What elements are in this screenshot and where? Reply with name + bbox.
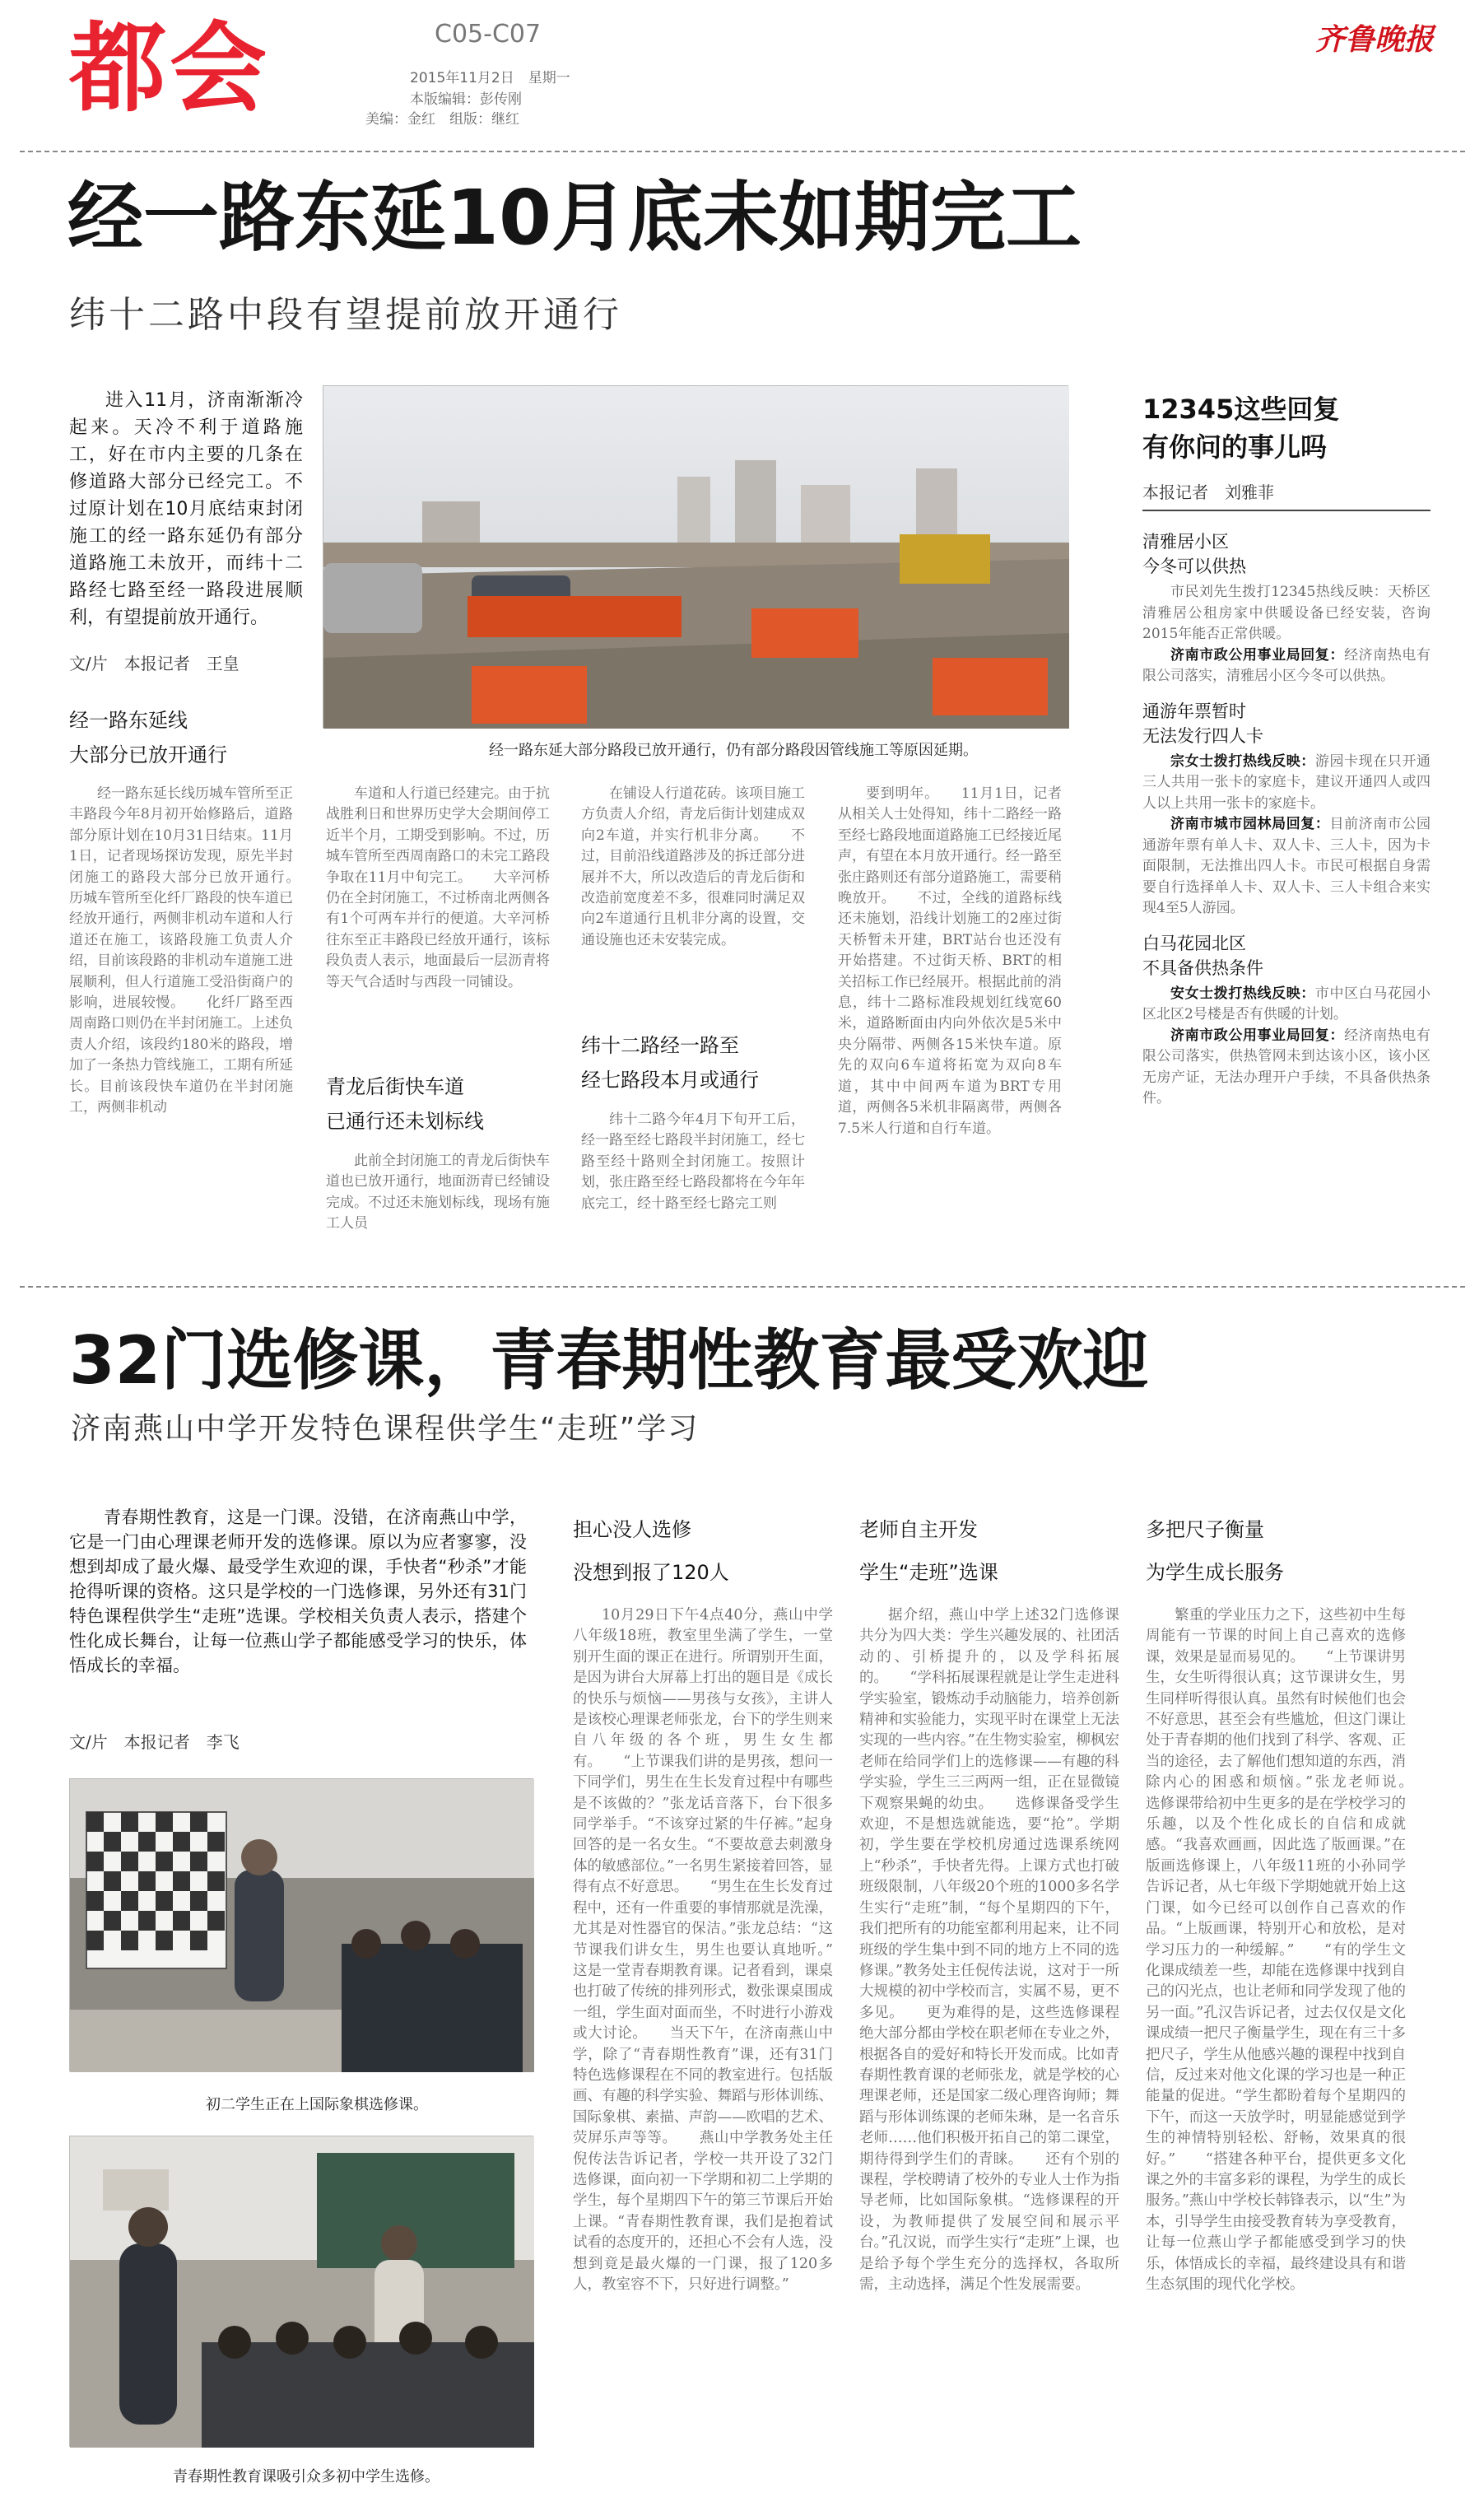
story1-section2-title-line1: 青龙后街快车道 [326, 1075, 464, 1098]
story2-col2-title-line2: 学生“走班”选课 [859, 1561, 998, 1584]
design-line: 美编：金红 组版：继红 [365, 111, 519, 128]
sidebar-item-heading-line1: 通游年票暂时 [1142, 701, 1246, 721]
story1-section3-title-line1: 纬十二路经一路至 [581, 1034, 739, 1057]
story2-subheadline: 济南燕山中学开发特色课程供学生“走班”学习 [71, 1412, 700, 1446]
story1-subheadline: 纬十二路中段有望提前放开通行 [69, 294, 622, 336]
sidebar-item-question: 市民刘先生拨打12345热线反映：天桥区清雅居公租房家中供暖设备已经安装，咨询2015年能否正常供暖。 [1142, 584, 1431, 642]
story1-column-3b: 纬十二路今年4月下旬开工后，经一路至经七路段半封闭施工，经七路至经十路则全封闭施工。按照计划，张庄路至经七路段都将在今年年底完工，经十路至经七路完工则 [581, 1111, 805, 1212]
health-photo-caption: 青春期性教育课吸引众多初中学生选修。 [173, 2468, 440, 2485]
sidebar-divider [1142, 510, 1431, 511]
masthead-divider [20, 151, 1465, 152]
story2-byline: 文/片 本报记者 李飞 [69, 1732, 240, 1752]
story1-column-1: 经一路东延长线历城车管所至正丰路段今年8月初开始修路后，道路部分原计划在10月31日结束。11月1日，记者现场探访发现，原先半封闭施工的路段大部分已放开通行。 历城车管所至化纤厂路段的快车道已经放开通行，两侧非机动车道和人行道还在施工，该路段施工负责人介绍，目前该段路的非机动车道施工进展顺利，但人行道施工受沿街商户的影响，进展较慢。 化纤厂路至西周南路口则仍在半封闭施工。上述负责人介绍，该段约180米的路段，增加了一条热力管线施工，工期有所延长。目前该段快车道仍在半封闭施工，两侧非机动 [69, 785, 321, 1116]
chess-photo-caption: 初二学生正在上国际象棋选修课。 [206, 2096, 428, 2113]
story1-section1-title-line1: 经一路东延线 [69, 709, 188, 732]
newspaper-logo: 齐鲁晚报 [1315, 22, 1435, 57]
sidebar-item-heading-line1: 清雅居小区 [1142, 532, 1229, 552]
story2-col3-title-line1: 多把尺子衡量 [1146, 1518, 1264, 1541]
story2-column-3: 繁重的学业压力之下，这些初中生每周能有一节课的时间上自己喜欢的选修课，效果是显而易见的。 “上节课讲男生，女生听得很认真；这节课讲女生，男生同样听得很认真。虽然有时候他们也会不好意思，甚至会有些尴尬，但这门课让处于青春期的他们找到了科学、客观、正当的途径，去了解他们想知道的东西，消除内心的困惑和烦恼。”张龙老师说。 选修课带给初中生更多的是在学校学习的乐趣，以及个性化成长的自信和成就感。“我喜欢画画，因此选了版画课。”在版画选修课上，八年级11班的小孙同学告诉记者，从七年级下学期她就开始上这门课，如今已经可以创作自己喜欢的作品。“上版画课，特别开心和放松，是对学习压力的一种缓解。” “有的学生文化课成绩差一些，却能在选修课中找到自己的闪光点，也让老师和同学发现了他的另一面。”孔汉告诉记者，过去仅仅是文化课成绩一把尺子衡量学生，现在有三十多把尺子，学生从他感兴趣的课程中找到自信，反过来对他文化课的学习也是一种正能量的促进。“学生都盼着每个星期四的下午，而这一天放学时，明显能感觉到学生的神情特别轻松、舒畅，效果真的很好。” “搭建各种平台，提供更多文化课之外的丰富多彩的课程，为学生的成长服务。”燕山中学校长韩锋表示，以“生”为本，引导学生由接受教育转为享受教育，让每一位燕山学子都能感受到学习的快乐，体悟成长的幸福，最终建设具有和谐生态氛围的现代化学校。 [1146, 1607, 1435, 2293]
road-construction-photo [323, 385, 1068, 728]
story2-column-1: 10月29日下午4点40分，燕山中学八年级18班，教室里坐满了学生，一堂别开生面的课正在进行。所谓别开生面，是因为讲台大屏幕上打出的题目是《成长的快乐与烦恼——男孩与女孩》，主讲人是该校心理课老师张龙，台下的学生则来自八年级的各个班，男生女生都有。 “上节课我们讲的是男孩，想问一下同学们，男生在生长发育过程中有哪些是不该做的？”张龙话音落下，台下很多同学举手。“不该穿过紧的牛仔裤。”起身回答的是一名女生。“不要故意去刺激身体的敏感部位。”一名男生紧接着回答，显得有点不好意思。 “男生在生长发育过程中，还有一件重要的事情那就是洗澡，尤其是对性器官的保洁。”张龙总结：“这节课我们讲女生，男生也要认真地听。” 这是一堂青春期教育课。记者看到，课桌也打破了传统的排列形式，数张课桌围成一组，学生面对面而坐，不时进行小游戏或大讨论。 当天下午，在济南燕山中学，除了“青春期性教育”课，还有31门特色选修课程在不同的教室进行。包括版画、有趣的科学实验、舞蹈与形体训练、国际象棋、素描、声韵——欧唱的艺术、荧屏乐声等等。 燕山中学教务处主任倪传法告诉记者，学校一共开设了32门选修课，面向初一下学期和初二上学期的学生，每个星期四下午的第三节课后开始上课。“青春期性教育课，我们是抱着试试看的态度开的，还担心不会有人选，没想到竟是最火爆的一门课，报了120多人，教室容不下，只好进行调整。” [573, 1607, 862, 2293]
sidebar-item-question: 安女士拨打热线反映：市中区白马花园小区北区2号楼是否有供暖的计划。 [1142, 985, 1431, 1023]
story1-section2-title-line2: 已通行还未划标线 [326, 1110, 484, 1133]
sidebar-byline: 本报记者 刘雅菲 [1142, 482, 1274, 502]
health-class-image [70, 2136, 534, 2448]
sidebar-title-line1: 12345这些回复 [1142, 394, 1340, 425]
story1-column-3: 在铺设人行道花砖。该项目施工方负责人介绍，青龙后街计划建成双向2车道，并实行机非分离。 不过，目前沿线道路涉及的拆迁部分进展并不大，所以改造后的青龙后街和改造前宽度差不多，很难同时满足双向2车道通行且机非分离的设置，交通设施也还未安装完成。 [581, 785, 805, 948]
story1-column-2: 车道和人行道已经建完。由于抗战胜利日和世界历史学大会期间停工近半个月，工期受到影响。不过，历城车管所至西周南路口的未完工路段争取在11月中旬完工。 大辛河桥仍在全封闭施工，不过桥南北两侧各有1个可两车并行的便道。大辛河桥往东至正丰路段已经放开通行，该标段负责人表示，地面最后一层沥青将等天气合适时与西段一同铺设。 [326, 785, 550, 990]
section-divider [20, 1286, 1465, 1288]
story2-headline: 32门选修课，青春期性教育最受欢迎 [69, 1322, 1149, 1399]
story1-lead: 进入11月，济南渐渐冷起来。天冷不利于道路施工，好在市内主要的几条在修道路大部分已经完工。不过原计划在10月底结束封闭施工的经一路东延仍有部分道路施工未放开，而纬十二路经七路至经一路段进展顺利，有望提前放开通行。 [69, 390, 303, 628]
story1-byline: 文/片 本报记者 王皇 [69, 654, 240, 673]
story2-column-2: 据介绍，燕山中学上述32门选修课共分为四大类：学生兴趣发展的、社团活动的、引桥提升的，以及学科拓展的。 “学科拓展课程就是让学生走进科学实验室，锻炼动手动脑能力，培养创新精神和实验能力，实现平时在课堂上无法实现的一些内容。”在生物实验室，柳枫宏老师在给同学们上的选修课——有趣的科学实验，学生三三两两一组，正在显微镜下观察果蝇的幼虫。 选修课备受学生欢迎，不是想选就能选，要“抢”。学期初，学生要在学校机房通过选课系统网上“秒杀”，手快者先得。上课方式也打破班级限制，八年级20个班的1000多名学生实行“走班”制，“每个星期四的下午，我们把所有的功能室都利用起来，让不同班级的学生集中到不同的地方上不同的选修课。”教务处主任倪传法说，这对于一所大规模的初中学校而言，实属不易，更不多见。 更为难得的是，这些选修课程绝大部分都由学校在职老师在专业之外，根据各自的爱好和特长开发而成。比如青春期性教育课的老师张龙，就是学校的心理课老师，还是国家二级心理咨询师；舞蹈与形体训练课的老师朱琳，是一名音乐老师……他们积极开拓自己的第二课堂，期待得到学生们的青睐。 还有个别的课程，学校聘请了校外的专业人士作为指导老师，比如国际象棋。“选修课程的开设，为教师提供了发展空间和展示平台。”孔汉说，而学生实行“走班”上课，也是给予每个学生充分的选择权，各取所需，主动选择，满足个性发展需要。 [859, 1607, 1119, 2293]
sidebar-item-heading-line2: 无法发行四人卡 [1142, 725, 1263, 746]
chess-class-image [70, 1779, 534, 2072]
section-title: 都会 [69, 12, 271, 125]
issue-date: 2015年11月2日 星期一 [410, 70, 570, 86]
story1-column-4: 要到明年。 11月1日，记者从相关人士处得知，纬十二路经一路至经七路段地面道路施工已经接近尾声，有望在本月放开通行。经一路至张庄路则还有部分道路施工，需要稍晚放开。 不过，全线的道路标线还未施划，沿线计划施工的2座过街天桥暂未开建，BRT站台也还没有开始搭建。不过街天桥、BRT的相关招标工作已经展开。根据此前的消息，纬十二路标准段规划红线宽60米，道路断面由内向外依次是5米中央分隔带、两侧各15米快车道。原先的双向6车道将拓宽为双向8车道，其中中间两车道为BRT专用道，两侧各5米机非隔离带，两侧各7.5米人行道和自行车道。 [838, 785, 1062, 1137]
sidebar-item-answer: 济南市政公用事业局回复：经济南热电有限公司落实，供热管网未到达该小区，该小区无房产证，无法办理开户手续，不具备供热条件。 [1142, 1027, 1431, 1106]
sidebar-item [1142, 529, 1431, 687]
sidebar-item-heading-line1: 白马花园北区 [1142, 933, 1246, 953]
sidebar-item-heading-line2: 不具备供热条件 [1142, 957, 1263, 978]
sidebar-item [1142, 931, 1431, 1110]
story1-photo-caption: 经一路东延大部分路段已放开通行，仍有部分路段因管线施工等原因延期。 [489, 742, 978, 759]
sidebar-item-question: 宗女士拨打热线反映：游园卡现在只开通三人共用一张卡的家庭卡，建议开通四人或四人以上共用一张卡的家庭卡。 [1142, 752, 1431, 812]
story1-section3-title-line2: 经七路段本月或通行 [581, 1069, 759, 1092]
editor-line: 本版编辑：彭传刚 [410, 91, 522, 108]
sidebar-title-line2: 有你问的事儿吗 [1142, 431, 1328, 463]
story1-headline: 经一路东延10月底未如期完工 [67, 174, 1082, 262]
story2-col1-title-line1: 担心没人选修 [573, 1518, 691, 1541]
sidebar-item-answer: 济南市政公用事业局回复：经济南热电有限公司落实，清雅居小区今冬可以供热。 [1142, 646, 1431, 684]
story2-col1-title-line2: 没想到报了120人 [573, 1561, 729, 1584]
story1-section1-title-line2: 大部分已放开通行 [69, 743, 227, 766]
hotline-sidebar [1142, 390, 1431, 1110]
chess-class-photo [69, 1778, 533, 2071]
story2-lead: 青春期性教育，这是一门课。没错，在济南燕山中学，它是一门由心理课老师开发的选修课。原以为应者寥寥，没想到却成了最火爆、最受学生欢迎的课，手快者“秒杀”才能抢得听课的资格。这只是学校的一门选修课，另外还有31门特色课程供学生“走班”选课。学校相关负责人表示，搭建个性化成长舞台，让每一位燕山学子都能感受学习的快乐，体悟成长的幸福。 [69, 1507, 527, 1675]
story1-column-2b: 此前全封闭施工的青龙后街快车道也已放开通行，地面沥青已经铺设完成。不过还未施划标线，现场有施工人员 [326, 1153, 550, 1232]
story2-col2-title-line1: 老师自主开发 [859, 1518, 978, 1541]
sidebar-item-heading-line2: 今冬可以供热 [1142, 557, 1246, 576]
story2-col3-title-line2: 为学生成长服务 [1146, 1561, 1284, 1584]
sidebar-item-answer: 济南市城市园林局回复：目前济南市公园通游年票有单人卡、双人卡、三人卡，因为卡面限制，无法推出四人卡。市民可根据自身需要自行选择单人卡、双人卡、三人卡组合来实现4至5人游园。 [1142, 816, 1431, 916]
sidebar-item [1142, 699, 1431, 920]
health-class-photo [69, 2136, 533, 2447]
road-construction-image [323, 386, 1069, 729]
page-range: C05-C07 [435, 20, 542, 49]
